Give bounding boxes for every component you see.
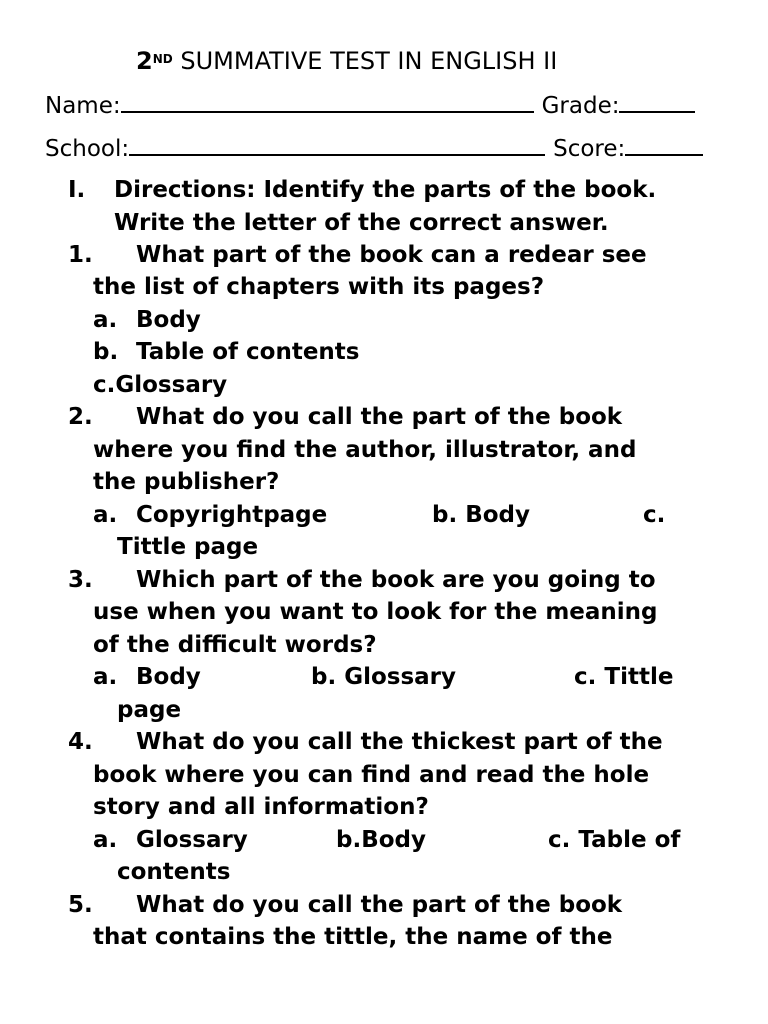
section-roman-numeral: I. (68, 177, 86, 203)
question-3-line-3: of the difficult words? (93, 632, 377, 658)
question-number: 4. (68, 729, 93, 755)
option-letter: a. (93, 664, 118, 690)
question-number: 5. (68, 892, 93, 918)
school-blank[interactable] (129, 132, 545, 156)
question-1-option-a[interactable] (93, 304, 201, 337)
option-text: Copyrightpage (136, 502, 328, 528)
question-4-option-c-text: contents (117, 859, 231, 885)
score-label: Score: (553, 136, 626, 162)
question-number: 3. (68, 567, 93, 593)
option-letter: a. (93, 827, 118, 853)
question-3-option-c[interactable]: c. Tittle (574, 664, 674, 690)
question-5-line-2: that contains the tittle, the name of the (93, 924, 613, 950)
grade-blank[interactable] (619, 89, 695, 113)
question-2-option-a[interactable] (93, 499, 327, 532)
question-4-option-b[interactable]: b.Body (336, 827, 426, 853)
title-number: 2 (136, 47, 153, 75)
question-1-line-2: the list of chapters with its pages? (93, 274, 545, 300)
question-text: What do you call the part of the book (136, 892, 623, 918)
name-grade-row (45, 89, 725, 121)
school-label: School: (45, 136, 130, 162)
question-1-option-c[interactable] (93, 369, 227, 402)
option-text: c.Glossary (93, 372, 228, 398)
option-letter: a. (93, 502, 118, 528)
question-text: What do you call the part of the book (136, 404, 623, 430)
question-2-line-1 (68, 401, 622, 434)
directions-line-1: Directions: Identify the parts of the book. (114, 177, 657, 203)
title-ordinal-suffix: ND (152, 52, 173, 66)
directions-line-2: Write the letter of the correct answer. (114, 209, 609, 236)
option-text: Body (136, 307, 201, 333)
option-text: Glossary (136, 827, 248, 853)
question-1-option-b[interactable] (93, 336, 359, 369)
question-text: What part of the book can a redear see (136, 242, 647, 268)
school-score-row (45, 132, 725, 164)
title-text: SUMMATIVE TEST IN ENGLISH II (180, 47, 558, 75)
question-4-line-1 (68, 726, 663, 759)
score-blank[interactable] (625, 132, 703, 156)
directions (0, 174, 768, 240)
question-2-line-2: where you find the author, illustrator, and (93, 437, 637, 463)
grade-label: Grade: (541, 93, 620, 119)
question-2-option-c[interactable]: c. (643, 502, 666, 528)
question-5-line-1 (68, 889, 622, 922)
question-3-option-a[interactable] (93, 661, 201, 694)
question-2-option-c-text: Tittle page (117, 534, 259, 560)
question-number: 1. (68, 242, 93, 268)
question-3-option-b[interactable]: b. Glossary (311, 664, 457, 690)
question-4-line-2: book where you can find and read the hole (93, 762, 650, 788)
question-4-option-c[interactable]: c. Table of (548, 827, 681, 853)
question-text: What do you call the thickest part of the (136, 729, 663, 755)
question-4-line-3: story and all information? (93, 794, 429, 820)
question-3-line-2: use when you want to look for the meaning (93, 599, 658, 625)
name-label: Name: (45, 93, 121, 119)
question-3-option-c-text: page (117, 697, 182, 723)
question-2-line-3: the publisher? (93, 469, 280, 495)
name-blank[interactable] (121, 89, 534, 113)
question-4-option-a[interactable] (93, 824, 248, 857)
page-title (136, 46, 557, 76)
question-2-option-b[interactable]: b. Body (432, 502, 530, 528)
question-number: 2. (68, 404, 93, 430)
option-letter: a. (93, 307, 118, 333)
option-text: Table of contents (136, 339, 360, 365)
option-letter: b. (93, 339, 119, 365)
question-1-line-1 (68, 239, 647, 272)
option-text: Body (136, 664, 201, 690)
question-text: Which part of the book are you going to (136, 567, 656, 593)
question-3-line-1 (68, 564, 656, 597)
